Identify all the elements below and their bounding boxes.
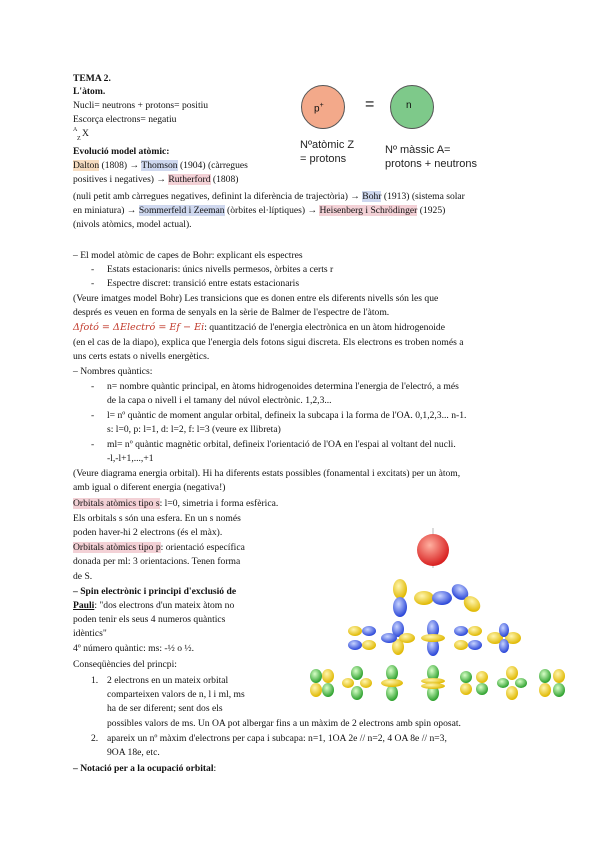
heisenberg-highlight: Heisenberg i Schrödinger — [319, 205, 418, 216]
mass-number-caption-1: Nº màssic A= — [385, 144, 451, 156]
thomson-highlight: Thomson — [141, 160, 178, 171]
mass-number-caption-2: protons + neutrons — [385, 158, 478, 170]
quantum-n-line-1: n= nombre quàntic principal, en àtoms hidrogenoides determina l'energia de l'electró, a més — [107, 381, 459, 392]
evolution-line-5: (nivols atòmics, model actual). — [73, 219, 192, 230]
quantum-ml-line-2: -l,-l+1,...,+1 — [107, 453, 154, 464]
s-orbital-line-3: poden haver-hi 2 electrons (és el màx). — [73, 527, 223, 538]
doc-title: TEMA 2. — [73, 73, 111, 84]
f-orbital-shapes — [310, 665, 565, 701]
bullet-dash: - — [91, 278, 95, 289]
bullet-dash: - — [91, 410, 95, 421]
atomic-number-caption-1: Nºatòmic Z — [300, 139, 355, 151]
consequence-1-line-1: 2 electrons en un mateix orbital — [107, 675, 229, 686]
intro-line-1: Nucli= neutrons + protons= positiu — [73, 100, 209, 111]
p-orbital-line-1: Orbitals atòmics tipo p: orientació específica — [73, 542, 245, 553]
evolution-heading: Evolució model atòmic: — [73, 146, 170, 157]
bohr-heading: – El model atòmic de capes de Bohr: explicant els espectres — [73, 250, 303, 261]
bohr-para-3: (en el cas de la diapo), explica que l'energia dels fotons sigui discreta. Els electrons es troben només a — [73, 337, 464, 348]
s-orbital-shape — [417, 528, 449, 568]
equals-sign: = — [365, 96, 375, 113]
consequences-heading: Conseqüències del princpi: — [73, 659, 177, 670]
evolution-line-4: en miniatura) → Sommerfeld i Zeeman (òrbites el·líptiques) → Heisenberg i Schrödinger (1925) — [73, 205, 446, 216]
pauli-heading-2: Pauli: "dos electrons d'un mateix àtom no — [73, 600, 235, 611]
s-orbital-line-2: Els orbitals s són una esfera. En un s només — [73, 513, 241, 524]
atomic-orbitals-illustration — [300, 518, 590, 718]
bohr-bullet-2: Espectre discret: transició entre estats estacionaris — [107, 278, 300, 289]
list-number-2: 2. — [91, 733, 99, 744]
list-number-1: 1. — [91, 675, 99, 686]
bullet-dash: - — [91, 381, 95, 392]
sommerfeld-highlight: Sommerfeld i Zeeman — [138, 205, 225, 216]
bohr-bullet-1: Estats estacionaris: únics nivells permesos, òrbites a certs r — [107, 264, 334, 275]
quantum-n-line-2: de la capa o nivell i el tamany del núvol electrònic. 1,2,3... — [107, 395, 332, 406]
p-orbital-highlight: Orbitals atòmics tipo p — [73, 542, 161, 553]
nuclide-notation — [73, 128, 89, 140]
neutron-label: n — [406, 100, 412, 111]
doc-subtitle: L'àtom. — [73, 86, 106, 97]
pauli-heading-1: – Spin electrònic i principi d'exclusió de — [73, 586, 237, 597]
atomic-number-caption-2: = protons — [300, 153, 347, 165]
p-orbital-line-3: de S. — [73, 571, 93, 582]
consequence-1-line-3: ha de ser diferent; sent dos els — [107, 703, 223, 714]
bullet-dash: - — [91, 439, 95, 450]
d-orbital-shapes — [348, 620, 521, 656]
bohr-formula-line: Δfotó = ΔElectró = Ef − Ei: quantització de l'energia electrònica en un àtom hidrogenoide — [73, 322, 445, 333]
s-orbital-highlight: Orbitals atòmics tipo s — [73, 498, 160, 509]
states-para-2: amb igual o diferent energia (negativa!) — [73, 482, 226, 493]
spin-number-line: 4º número quàntic: ms: -½ o ½. — [73, 643, 195, 654]
bohr-para-2: després es veuen en forma de senyals en la sèrie de Balmer de l'espectre de l'àtom. — [73, 307, 390, 318]
bullet-dash: - — [91, 264, 95, 275]
evolution-line-1: Dalton (1808) → Thomson (1904) (càrregues — [73, 160, 248, 171]
quantum-l-line-2: s: l=0, p: l=1, d: l=2, f: l=3 (veure ex llibreta) — [107, 424, 281, 435]
p-orbital-shapes — [393, 579, 483, 617]
atomic-number-sub: Z — [77, 136, 81, 142]
p-orbital-line-2: donada per ml: 3 orientacions. Tenen forma — [73, 556, 241, 567]
intro-line-2: Escorça electrons= negatiu — [73, 114, 177, 125]
consequence-1-line-2: comparteixen valors de n, l i ml, ms — [107, 689, 245, 700]
evolution-line-2: positives i negatives) → Rutherford (1808) — [73, 174, 239, 185]
mass-number-sup: A — [73, 127, 78, 133]
rutherford-highlight: Rutherford — [168, 174, 211, 185]
states-para-1: (Veure diagrama energia orbital). Hi ha diferents estats possibles (fonamental i excitats) per un àtom, — [73, 468, 461, 479]
bohr-para-4: uns certs estats o nivells energètics. — [73, 351, 210, 362]
quantum-numbers-heading: – Nombres quàntics: — [73, 366, 153, 377]
dalton-highlight: Dalton — [73, 160, 100, 171]
bohr-highlight: Bohr — [362, 191, 382, 202]
neutron-circle — [390, 85, 434, 129]
proton-label: p+ — [314, 102, 324, 115]
pauli-quote-2: poden tenir els seus 4 numeros quàntics — [73, 614, 226, 625]
quantum-l-line-1: l= nº quàntic de moment angular orbital, defineix la subcapa i la forma de l'OA. 0,1,2,3... n-1. — [107, 410, 467, 421]
s-orbital-line-1: Orbitals atòmics tipo s: l=0, simetria i forma esfèrica. — [73, 498, 279, 509]
evolution-line-3: (nuli petit amb càrregues negatives, definint la diferència de trajectòria) → Bohr (1913) (sistema solar — [73, 191, 465, 202]
consequence-2-line-2: 9OA 18e, etc. — [107, 747, 160, 758]
bohr-para-1: (Veure imatges model Bohr) Les transicions que es donen entre els diferents nivells són les que — [73, 293, 439, 304]
consequence-1-line-4: possibles valors de ms. Un OA pot albergar fins a un màxim de 2 electrons amb spin oposat. — [107, 718, 461, 729]
consequence-2-line-1: apareix un nº màxim d'electrons per capa i subcapa: n=1, 1OA 2e // n=2, 4 OA 8e // n=3, — [107, 733, 447, 744]
energy-formula: Δfotó = ΔElectró = Ef − Ei — [73, 322, 205, 333]
quantum-ml-line-1: ml= nº quàntic magnètic orbital, defineix l'orientació de l'OA en l'espai al voltant del nucli. — [107, 439, 456, 450]
pauli-quote-3: idèntics" — [73, 628, 107, 639]
orbital-notation-heading: – Notació per a la ocupació orbital: — [73, 763, 217, 774]
element-symbol: X — [82, 128, 89, 139]
